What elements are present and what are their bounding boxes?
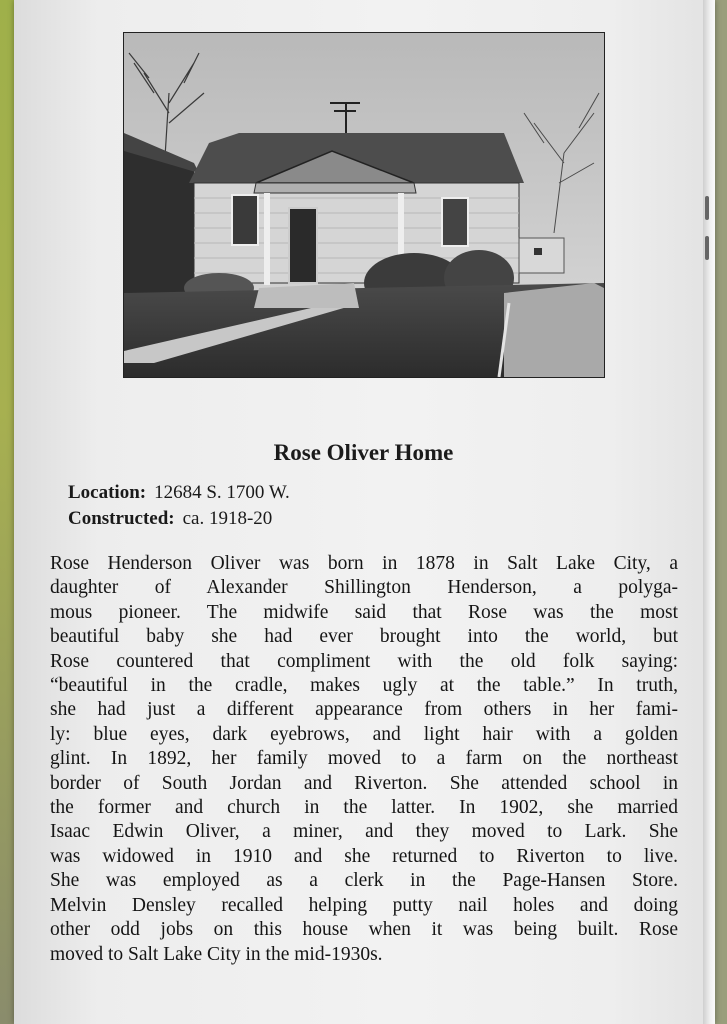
constructed-value: ca. 1918-20 (182, 508, 273, 529)
location-value: 12684 S. 1700 W. (154, 482, 290, 503)
paragraph-line: she had just a different appearance from others in her fami- (50, 699, 678, 721)
page-edge (703, 0, 715, 1024)
paragraph-line: border of South Jordan and Riverton. She attended school in (50, 772, 678, 794)
binding-mark (705, 236, 709, 260)
house-photo (123, 32, 605, 378)
paragraph-line: beautiful baby she had ever brought into the world, but (50, 626, 678, 648)
house-photo-graphic (124, 33, 604, 377)
background-surface (0, 0, 14, 1024)
paragraph-line: moved to Salt Lake City in the mid-1930s. (50, 943, 383, 965)
property-info (68, 480, 290, 532)
history-paragraph (50, 552, 678, 967)
constructed-row (68, 506, 290, 532)
paragraph-line: was widowed in 1910 and she returned to Riverton to live. (50, 845, 678, 867)
paragraph-line: ly: blue eyes, dark eyebrows, and light hair with a golden (50, 723, 678, 745)
paragraph-line: She was employed as a clerk in the Page-Hansen Store. (50, 870, 678, 892)
paragraph-line: the former and church in the latter. In 1902, she married (50, 797, 678, 819)
page-title: Rose Oliver Home (273, 440, 454, 465)
binding-mark (705, 196, 709, 220)
constructed-label: Constructed: (68, 508, 175, 529)
paragraph-line: glint. In 1892, her family moved to a farm on the northeast (50, 748, 678, 770)
paragraph-line: Rose countered that compliment with the old folk saying: (50, 650, 678, 672)
paragraph-line: Rose Henderson Oliver was born in 1878 in Salt Lake City, a (50, 553, 678, 574)
location-row (68, 480, 290, 506)
paragraph-line: Melvin Densley recalled helping putty nail holes and doing (50, 894, 678, 916)
paragraph-line: Isaac Edwin Oliver, a miner, and they moved to Lark. She (50, 821, 678, 843)
paragraph-line: “beautiful in the cradle, makes ugly at the table.” In truth, (50, 675, 678, 697)
location-label: Location: (68, 482, 147, 503)
paragraph-line: daughter of Alexander Shillington Henderson, a polyga- (50, 577, 678, 599)
paragraph-line: mous pioneer. The midwife said that Rose was the most (50, 601, 678, 623)
paragraph-line: other odd jobs on this house when it was being built. Rose (50, 919, 678, 941)
